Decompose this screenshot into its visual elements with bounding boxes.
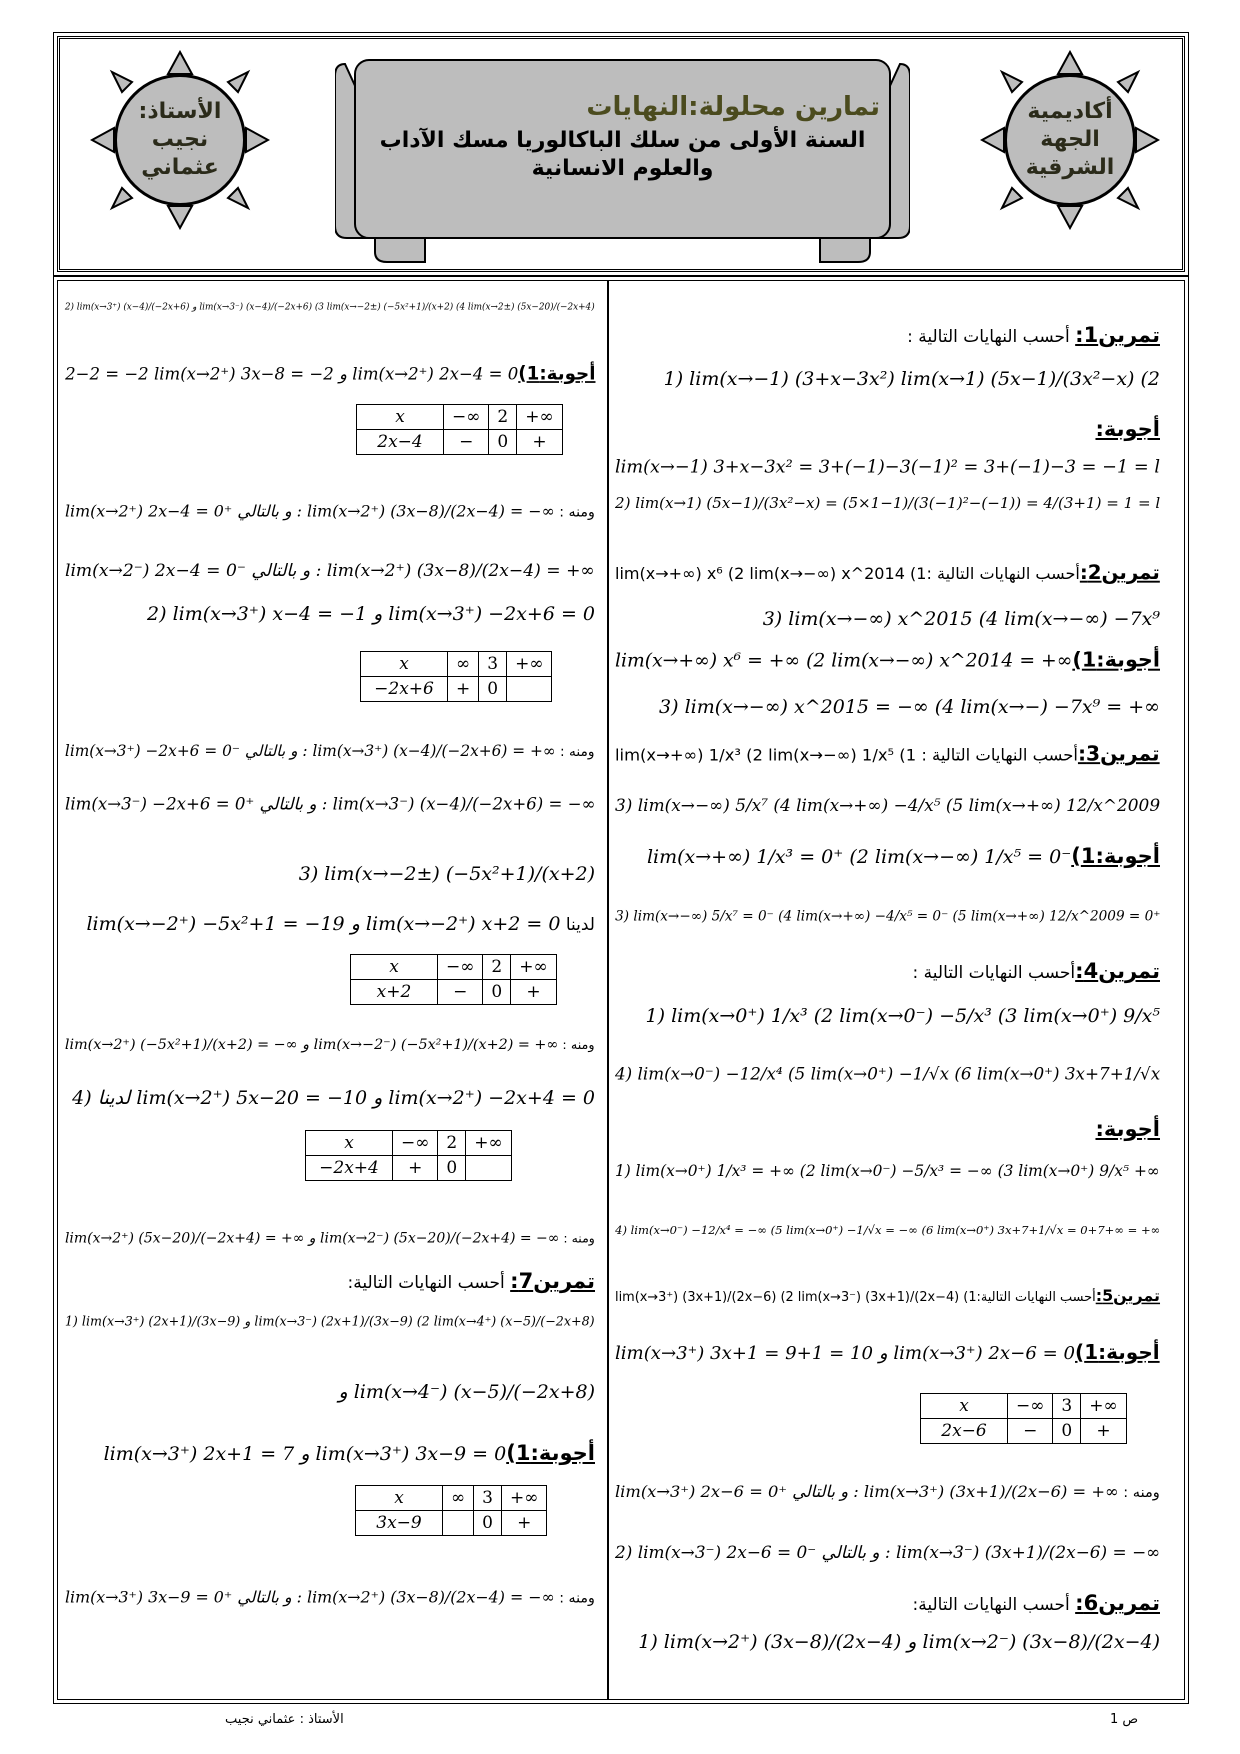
right-line bbox=[638, 1628, 1160, 1655]
exercise-label: تمرين4: bbox=[1075, 959, 1160, 983]
left-line bbox=[348, 1268, 595, 1296]
arabic-text: أحسب النهايات التالية: bbox=[347, 1273, 511, 1293]
sign-table-cell: ∞ bbox=[448, 652, 479, 677]
sign-table-neg2x6 bbox=[360, 651, 552, 702]
exercise-label: تمرين3: bbox=[1078, 741, 1160, 766]
math-expression: 3) lim(x→−2±) (−5x²+1)/(x+2) bbox=[298, 863, 595, 885]
right-line bbox=[615, 1286, 1160, 1307]
sign-table-2x6 bbox=[920, 1393, 1127, 1444]
math-expression: 1) lim(x→0⁺) 1/x³ (2 lim(x→0⁻) −5/x³ (3 lim(x→0⁺) 9/x⁵ bbox=[645, 1005, 1160, 1027]
sign-table-cell: + bbox=[517, 430, 562, 455]
math-expression: lim(x→3⁺) −2x+6 = 0⁻ و بالتالي : lim(x→3⁺) (x−4)/(−2x+6) = +∞ bbox=[65, 742, 557, 761]
right-line bbox=[615, 1160, 1160, 1182]
sign-table-cell: 3 bbox=[474, 1486, 502, 1511]
sign-table-cell: −∞ bbox=[393, 1131, 438, 1156]
left-line bbox=[65, 792, 595, 816]
sign-table-cell bbox=[443, 1511, 474, 1536]
left-line bbox=[65, 1312, 595, 1330]
sign-table-row bbox=[356, 1511, 547, 1536]
exercise-label: أجوبة: bbox=[1095, 417, 1160, 441]
math-expression: 4) لدينا lim(x→2⁺) 5x−20 = −10 و lim(x→2⁺) −2x+4 = 0 bbox=[72, 1087, 595, 1109]
sign-table-neg2x4 bbox=[305, 1130, 512, 1181]
sign-table-cell: 3x−9 bbox=[356, 1511, 443, 1536]
left-line bbox=[104, 1440, 595, 1467]
math-expression: lim(x→3⁺) 3x+1 = 9+1 = 10 و lim(x→3⁺) 2x−6 = 0 bbox=[615, 1342, 1076, 1364]
math-expression: 3) lim(x→−∞) 5/x⁷ = 0⁻ (4 lim(x→+∞) −4/x⁵ = 0⁻ (5 lim(x→+∞) 12/x^2009 = 0⁺ bbox=[614, 908, 1160, 924]
sign-table-row bbox=[351, 980, 557, 1005]
sign-table-cell: 0 bbox=[1053, 1419, 1081, 1444]
right-line bbox=[907, 322, 1160, 350]
exercise-label: تمرين6: bbox=[1075, 1591, 1160, 1615]
left-line bbox=[338, 1378, 595, 1405]
math-expression: lim(x→+∞) 1/x³ = 0⁺ (2 lim(x→−∞) 1/x⁵ = 0⁻ bbox=[646, 846, 1072, 868]
sign-table-cell: x bbox=[356, 1486, 443, 1511]
right-line bbox=[646, 1002, 1160, 1029]
column-divider bbox=[607, 280, 609, 1700]
sign-table-cell: 0 bbox=[479, 677, 507, 702]
exercise-label: أجوبة:1) bbox=[517, 362, 595, 384]
teacher-emblem bbox=[90, 50, 270, 230]
math-expression: lim(x→2⁺) 2x−4 = 0⁺ و بالتالي : lim(x→2⁺) (3x−8)/(2x−4) = −∞ bbox=[65, 502, 555, 521]
sign-table-cell: 2 bbox=[489, 405, 517, 430]
sign-table-cell: x+2 bbox=[351, 980, 438, 1005]
sign-table-row bbox=[306, 1131, 512, 1156]
academy-name: أكاديمية الجهة الشرقية bbox=[1004, 74, 1136, 206]
left-line bbox=[86, 910, 595, 938]
arabic-text: لدينا bbox=[560, 915, 595, 935]
sign-table-cell: 2x−6 bbox=[921, 1419, 1008, 1444]
right-line bbox=[763, 605, 1160, 632]
left-line bbox=[65, 362, 595, 385]
right-line bbox=[913, 958, 1160, 986]
arabic-text: أحسب النهايات التالية :1) lim(x→+∞) x⁶ (2 lim(x→−∞) x^2014 bbox=[615, 564, 1081, 584]
sign-table-cell: ∞ bbox=[443, 1486, 474, 1511]
sign-table-cell: x bbox=[361, 652, 448, 677]
sign-table-cell: 0 bbox=[474, 1511, 502, 1536]
right-line bbox=[615, 1480, 1160, 1504]
right-line bbox=[615, 492, 1160, 513]
arabic-text: أحسب النهايات التالية:1) lim(x→3⁺) (3x+1)/(2x−6) (2 lim(x→3⁻) (3x+1)/(2x−4) bbox=[614, 1289, 1096, 1305]
arabic-text: أحسب النهايات التالية: bbox=[912, 1595, 1076, 1615]
arabic-text: ومنه : bbox=[554, 1590, 595, 1607]
right-line bbox=[615, 1540, 1160, 1564]
sign-table-cell: 2x−4 bbox=[357, 430, 444, 455]
sign-table-cell: x bbox=[351, 955, 438, 980]
sign-table-cell: + bbox=[448, 677, 479, 702]
math-expression: lim(x→3⁺) 2x−6 = 0⁺ و بالتالي : lim(x→3⁺) (3x+1)/(2x−6) = +∞ bbox=[615, 1482, 1119, 1502]
math-expression: 1) lim(x→−1) (3+x−3x²) lim(x→1) (5x−1)/(3x²−x) (2 bbox=[663, 368, 1160, 390]
sign-table-row bbox=[357, 430, 563, 455]
right-line bbox=[664, 365, 1160, 392]
math-expression: 2) lim(x→3⁺) (x−4)/(−2x+6) و lim(x→3⁻) (x−4)/(−2x+6) (3 lim(x→−2±) (−5x²+1)/(x+2) (4 lim(x→2±) (5x−20)/(−2x+4) bbox=[65, 301, 595, 312]
math-expression: lim(x→3⁺) 2x+1 = 7 و lim(x→3⁺) 3x−9 = 0 bbox=[103, 1443, 507, 1465]
arabic-text: ومنه : bbox=[556, 744, 595, 761]
right-line bbox=[913, 1590, 1160, 1618]
math-expression: 2) lim(x→1) (5x−1)/(3x²−x) = (5×1−1)/(3(−1)²−(−1)) = 4/(3+1) = 1 = l bbox=[614, 494, 1160, 512]
arabic-text: ومنه : bbox=[559, 1231, 595, 1247]
sign-table-2x-4 bbox=[356, 404, 563, 455]
arabic-text: ومنه : bbox=[1118, 1484, 1160, 1502]
exercise-label: أجوبة:1) bbox=[1075, 1340, 1160, 1364]
exercise-label: تمرين7: bbox=[510, 1269, 595, 1293]
left-line bbox=[65, 300, 595, 313]
sign-table-cell: −2x+4 bbox=[306, 1156, 393, 1181]
sign-table-x2 bbox=[350, 954, 557, 1005]
sign-table-cell: +∞ bbox=[511, 955, 556, 980]
left-line bbox=[299, 860, 595, 887]
sign-table-cell: 2 bbox=[438, 1131, 466, 1156]
sign-table-row bbox=[361, 677, 552, 702]
math-expression: lim(x→−1) 3+x−3x² = 3+(−1)−3(−1)² = 3+(−1)−3 = −1 = l bbox=[615, 456, 1160, 478]
sign-table-cell: −∞ bbox=[1008, 1394, 1053, 1419]
arabic-text: أحسب النهايات التالية : bbox=[907, 327, 1076, 347]
banner-subtitle-2: والعلوم الانسانية bbox=[531, 156, 714, 181]
left-line bbox=[65, 1586, 595, 1609]
left-line bbox=[65, 740, 595, 763]
right-line bbox=[615, 647, 1160, 674]
right-line bbox=[659, 693, 1160, 720]
math-expression: lim(x→2⁻) 2x−4 = 0⁻ و بالتالي : lim(x→2⁺) (3x−8)/(2x−4) = +∞ bbox=[65, 560, 595, 581]
math-expression: 1) lim(x→0⁺) 1/x³ = +∞ (2 lim(x→0⁻) −5/x³ = −∞ (3 lim(x→0⁺) 9/x⁵ +∞ bbox=[615, 1162, 1160, 1181]
sign-table-cell: + bbox=[502, 1511, 547, 1536]
footer-author: الأستاذ : عثماني نجيب bbox=[225, 1712, 344, 1727]
math-expression: 1) lim(x→2⁺) (3x−8)/(2x−4) و lim(x→2⁻) (3x−8)/(2x−4) bbox=[638, 1631, 1160, 1653]
banner-title: تمارين محلولة:النهايات bbox=[586, 92, 880, 122]
math-expression: 3) lim(x→−∞) x^2015 (4 lim(x→−∞) −7x⁹ bbox=[762, 608, 1160, 630]
sign-table-row bbox=[356, 1486, 547, 1511]
sign-table-cell: +∞ bbox=[466, 1131, 511, 1156]
exercise-label: تمرين1: bbox=[1075, 323, 1160, 347]
sign-table-row bbox=[351, 955, 557, 980]
math-expression: lim(x→3⁺) 3x−9 = 0⁺ و بالتالي : lim(x→2⁺) (3x−8)/(2x−4) = −∞ bbox=[65, 1588, 555, 1607]
exercise-label: أجوبة:1) bbox=[506, 1441, 595, 1465]
left-line bbox=[147, 600, 595, 627]
exercise-label: تمرين5: bbox=[1095, 1286, 1160, 1305]
math-expression: 3) lim(x→−∞) 5/x⁷ (4 lim(x→+∞) −4/x⁵ (5 lim(x→+∞) 12/x^2009 bbox=[614, 795, 1160, 816]
sign-table-cell: −∞ bbox=[438, 955, 483, 980]
sign-table-cell: 0 bbox=[438, 1156, 466, 1181]
sign-table-row bbox=[357, 405, 563, 430]
math-expression: 3) lim(x→−∞) x^2015 = −∞ (4 lim(x→−) −7x⁹ = +∞ bbox=[659, 696, 1160, 718]
sign-table-cell: 3 bbox=[479, 652, 507, 677]
banner-subtitle-1: السنة الأولى من سلك الباكالوريا مسك الآداب bbox=[379, 128, 866, 153]
teacher-name: الأستاذ: نجيب عثماني bbox=[114, 74, 246, 206]
right-line bbox=[615, 906, 1160, 925]
arabic-text: ومنه : bbox=[554, 504, 595, 521]
arabic-text: أحسب النهايات التالية : bbox=[912, 963, 1076, 983]
right-line bbox=[615, 454, 1160, 479]
sign-table-cell bbox=[466, 1156, 511, 1181]
math-expression: lim(x→2⁺) (5x−20)/(−2x+4) = +∞ و lim(x→2⁻) (5x−20)/(−2x+4) = −∞ bbox=[65, 1230, 560, 1247]
sign-table-cell: − bbox=[438, 980, 483, 1005]
sign-table-cell: 3 bbox=[1053, 1394, 1081, 1419]
sign-table-cell: +∞ bbox=[1081, 1394, 1126, 1419]
right-line bbox=[615, 560, 1160, 586]
math-expression: 2) lim(x→3⁺) x−4 = −1 و lim(x→3⁺) −2x+6 = 0 bbox=[147, 603, 595, 625]
right-line bbox=[647, 843, 1160, 870]
sign-table-cell: +∞ bbox=[502, 1486, 547, 1511]
sign-table-row bbox=[306, 1156, 512, 1181]
sign-table-cell bbox=[507, 677, 552, 702]
left-line bbox=[65, 500, 595, 523]
sign-table-row bbox=[361, 652, 552, 677]
exercise-label: أجوبة: bbox=[1095, 1117, 1160, 1141]
math-expression: lim(x→−2⁺) −5x²+1 = −19 و lim(x→−2⁺) x+2 = 0 bbox=[86, 913, 561, 935]
title-banner bbox=[335, 56, 910, 266]
sign-table-cell: 0 bbox=[483, 980, 511, 1005]
sign-table-cell: −∞ bbox=[444, 405, 489, 430]
sign-table-cell: + bbox=[511, 980, 556, 1005]
left-line bbox=[65, 558, 595, 582]
sign-table-cell: 0 bbox=[489, 430, 517, 455]
sign-table-cell: + bbox=[1081, 1419, 1126, 1444]
math-expression: 2−2 = −2 lim(x→2⁺) 3x−8 = −2 و lim(x→2⁺) 2x−4 = 0 bbox=[64, 364, 518, 384]
right-line bbox=[615, 793, 1160, 817]
sign-table-3x9 bbox=[355, 1485, 547, 1536]
left-line bbox=[72, 1084, 595, 1111]
right-line bbox=[615, 1222, 1160, 1238]
right-line bbox=[1095, 416, 1160, 442]
arabic-text: أحسب النهايات التالية : 1) lim(x→+∞) 1/x³ (2 lim(x→−∞) 1/x⁵ bbox=[615, 745, 1079, 766]
math-expression: 4) lim(x→0⁻) −12/x⁴ = −∞ (5 lim(x→0⁺) −1/√x = −∞ (6 lim(x→0⁺) 3x+7+1/√x = 0+7+∞ = +∞ bbox=[614, 1223, 1160, 1238]
left-line bbox=[65, 1034, 595, 1055]
right-line bbox=[615, 1340, 1160, 1366]
math-expression: و lim(x→4⁻) (x−5)/(−2x+8) bbox=[338, 1381, 595, 1403]
math-expression: 4) lim(x→0⁻) −12/x⁴ (5 lim(x→0⁺) −1/√x (6 lim(x→0⁺) 3x+7+1/√x bbox=[614, 1064, 1160, 1085]
right-line bbox=[615, 741, 1160, 768]
right-line bbox=[1095, 1116, 1160, 1142]
sign-table-cell: x bbox=[357, 405, 444, 430]
sign-table-cell: − bbox=[1008, 1419, 1053, 1444]
math-expression: 1) lim(x→3⁺) (2x+1)/(3x−9) و lim(x→3⁻) (2x+1)/(3x−9) (2 lim(x→4⁺) (x−5)/(−2x+8) bbox=[65, 1314, 595, 1329]
sign-table-cell: +∞ bbox=[517, 405, 562, 430]
math-expression: lim(x→+∞) x⁶ = +∞ (2 lim(x→−∞) x^2014 = +∞ bbox=[615, 649, 1073, 672]
sign-table-cell: x bbox=[921, 1394, 1008, 1419]
right-line bbox=[615, 1062, 1160, 1086]
exercise-label: تمرين2: bbox=[1080, 560, 1160, 584]
sign-table-cell: −2x+6 bbox=[361, 677, 448, 702]
math-expression: lim(x→2⁺) (−5x²+1)/(x+2) = −∞ و lim(x→−2⁻) (−5x²+1)/(x+2) = +∞ bbox=[65, 1036, 559, 1053]
sign-table-cell: x bbox=[306, 1131, 393, 1156]
arabic-text: ومنه : bbox=[558, 1037, 595, 1053]
sign-table-cell: 2 bbox=[483, 955, 511, 980]
exercise-label: أجوبة:1) bbox=[1072, 647, 1160, 672]
math-expression: lim(x→3⁻) −2x+6 = 0⁺ و بالتالي : lim(x→3⁻) (x−4)/(−2x+6) = −∞ bbox=[64, 794, 595, 814]
sign-table-cell: + bbox=[393, 1156, 438, 1181]
sign-table-row bbox=[921, 1419, 1127, 1444]
footer-page-number: ص 1 bbox=[1110, 1712, 1139, 1727]
sign-table-row bbox=[921, 1394, 1127, 1419]
sign-table-cell: − bbox=[444, 430, 489, 455]
math-expression: 2) lim(x→3⁻) 2x−6 = 0⁻ و بالتالي : lim(x→3⁻) (3x+1)/(2x−6) = −∞ bbox=[614, 1542, 1160, 1563]
sign-table-cell: +∞ bbox=[507, 652, 552, 677]
academy-emblem bbox=[980, 50, 1160, 230]
exercise-label: أجوبة:1) bbox=[1071, 844, 1160, 868]
left-line bbox=[65, 1228, 595, 1249]
